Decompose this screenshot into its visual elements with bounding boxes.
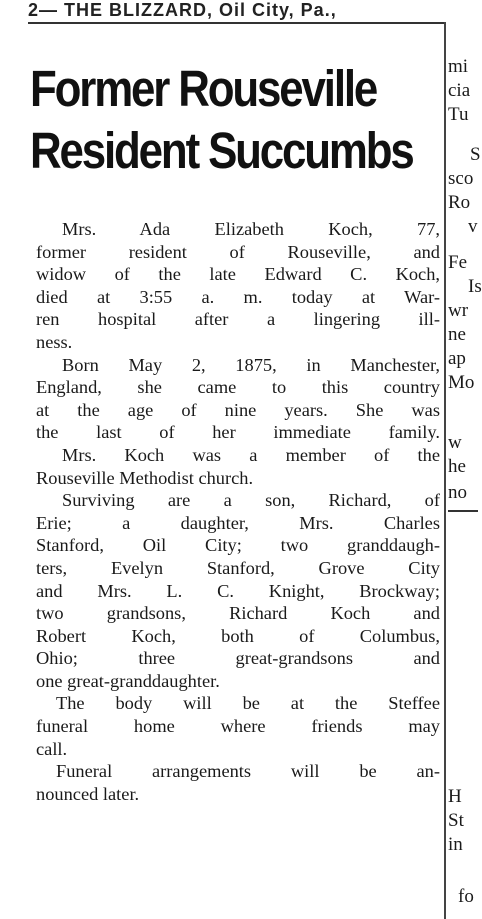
headline-line-1: Former Rouseville bbox=[30, 60, 377, 117]
adjacent-column-fragments bbox=[448, 56, 482, 916]
column-fragment: S bbox=[470, 144, 481, 165]
column-fragment: w bbox=[448, 432, 462, 453]
article-line: Robert Koch, both of Columbus, bbox=[36, 625, 440, 646]
column-fragment: cia bbox=[448, 80, 471, 101]
column-fragment: Tu bbox=[448, 104, 469, 125]
article-line: one great-granddaughter. bbox=[36, 670, 220, 691]
article-line: Mrs. Ada Elizabeth Koch, 77, bbox=[62, 219, 440, 239]
article-line: former resident of Rouseville, and bbox=[36, 241, 440, 262]
article-line: at the age of nine years. She was bbox=[36, 399, 440, 420]
article-line: and Mrs. L. C. Knight, Brockway; bbox=[36, 580, 440, 601]
article-line: Erie; a daughter, Mrs. Charles bbox=[36, 512, 440, 533]
column-fragment: H bbox=[448, 786, 462, 807]
article-line: Stanford, Oil City; two granddaugh- bbox=[36, 535, 440, 556]
article-line: Surviving are a son, Richard, of bbox=[62, 490, 440, 511]
column-fragment: v bbox=[468, 216, 478, 237]
column-fragment: in bbox=[448, 834, 463, 855]
article-line: ren hospital after a lingering ill- bbox=[36, 309, 440, 330]
column-fragment: wr bbox=[448, 300, 469, 321]
article-line: Rouseville Methodist church. bbox=[36, 467, 254, 488]
column-fragment: Ro bbox=[448, 192, 471, 213]
article-line: Mrs. Koch was a member of the bbox=[62, 444, 440, 465]
article-line: widow of the late Edward C. Koch, bbox=[36, 264, 440, 285]
article-line: ters, Evelyn Stanford, Grove City bbox=[36, 557, 440, 578]
article-line: Ohio; three great-grandsons and bbox=[36, 648, 440, 669]
article-line: Funeral arrangements will be an- bbox=[56, 761, 440, 782]
article-line: call. bbox=[36, 738, 68, 759]
column-fragment: Is bbox=[468, 276, 482, 297]
column-rule bbox=[448, 510, 478, 512]
top-rule bbox=[28, 22, 444, 24]
article-line: the last of her immediate family. bbox=[36, 422, 440, 443]
masthead: 2— THE BLIZZARD, Oil City, Pa., bbox=[28, 0, 337, 20]
column-fragment: Mo bbox=[448, 372, 475, 393]
article-line: The body will be at the Steffee bbox=[56, 693, 440, 714]
article-line: England, she came to this country bbox=[36, 377, 440, 398]
column-fragment: no bbox=[448, 482, 467, 503]
article-line: died at 3:55 a. m. today at War- bbox=[36, 286, 440, 307]
column-divider bbox=[444, 22, 446, 919]
article-body bbox=[36, 218, 440, 805]
column-fragment: ne bbox=[448, 324, 466, 345]
column-fragment: sco bbox=[448, 168, 474, 189]
article-line: two grandsons, Richard Koch and bbox=[36, 603, 440, 624]
article-line: Born May 2, 1875, in Manchester, bbox=[62, 354, 440, 375]
column-fragment: mi bbox=[448, 56, 469, 77]
article-line: funeral home where friends may bbox=[36, 716, 440, 737]
headline-line-2: Resident Succumbs bbox=[30, 122, 413, 179]
column-fragment: Fe bbox=[448, 252, 467, 273]
column-fragment: fo bbox=[458, 886, 474, 907]
column-fragment: ap bbox=[448, 348, 466, 369]
article-line: ness. bbox=[36, 331, 73, 352]
article-line: nounced later. bbox=[36, 783, 140, 804]
column-fragment: he bbox=[448, 456, 466, 477]
column-fragment: St bbox=[448, 810, 464, 831]
headline bbox=[30, 58, 413, 182]
